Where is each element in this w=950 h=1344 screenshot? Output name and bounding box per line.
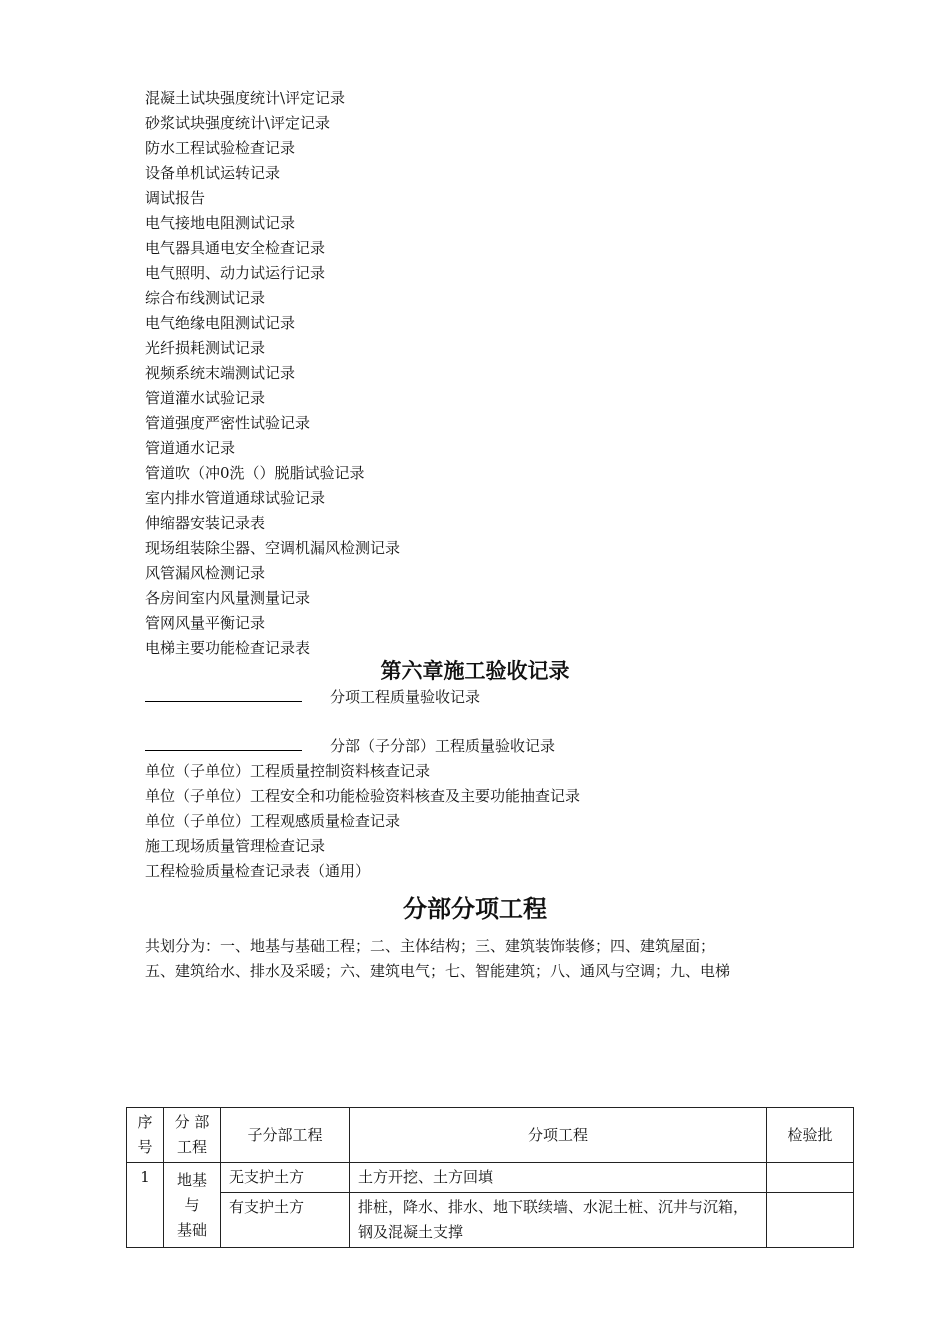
fill-in-blank[interactable] — [145, 685, 302, 702]
header-division-line: 分 部 — [174, 1113, 210, 1131]
blank-line-label: 分项工程质量验收记录 — [330, 688, 481, 706]
list-item: 视频系统末端测试记录 — [145, 364, 296, 382]
list-item: 电气绝缘电阻测试记录 — [145, 314, 296, 332]
list-item: 伸缩器安装记录表 — [145, 514, 266, 532]
header-seq-line: 号 — [137, 1138, 153, 1156]
records-list — [145, 86, 845, 661]
table-header-row — [127, 1108, 854, 1163]
cell-batch — [767, 1193, 854, 1248]
list-item: 单位（子单位）工程观感质量检查记录 — [145, 812, 401, 830]
list-item: 施工现场质量管理检查记录 — [145, 837, 326, 855]
chapter-title: 第六章施工验收记录 — [380, 658, 570, 683]
list-item: 管网风量平衡记录 — [145, 614, 266, 632]
blank-line-label: 分部（子分部）工程质量验收记录 — [330, 737, 556, 755]
blank-line-row — [145, 685, 480, 710]
header-seq-line: 序 — [137, 1113, 153, 1131]
division-table — [126, 1107, 854, 1248]
acceptance-records-list — [145, 759, 845, 884]
list-item: 防水工程试验检查记录 — [145, 139, 296, 157]
header-subdivision: 子分部工程 — [221, 1108, 350, 1163]
list-item: 现场组装除尘器、空调机漏风检测记录 — [145, 539, 401, 557]
cell-item: 排桩，降水、排水、地下联续墙、水泥土桩、沉井与沉箱，钢及混凝土支撑 — [350, 1193, 767, 1248]
cell-subdivision: 有支护土方 — [221, 1193, 350, 1248]
list-item: 综合布线测试记录 — [145, 289, 266, 307]
cell-division-line: 基础 — [176, 1220, 207, 1239]
header-seq — [127, 1108, 164, 1163]
intro-paragraph — [145, 934, 825, 984]
header-division — [164, 1108, 221, 1163]
list-item: 调试报告 — [145, 189, 206, 207]
cell-seq: 1 — [127, 1163, 164, 1248]
header-division-line: 工程 — [176, 1138, 207, 1156]
cell-division-line: 地基 — [176, 1170, 207, 1189]
list-item: 风管漏风检测记录 — [145, 564, 266, 582]
list-item: 电气照明、动力试运行记录 — [145, 264, 326, 282]
fill-in-blank[interactable] — [145, 734, 302, 751]
table-row — [127, 1193, 854, 1248]
cell-item: 土方开挖、土方回填 — [350, 1163, 767, 1193]
list-item: 管道灌水试验记录 — [145, 389, 266, 407]
intro-line: 共划分为：一、地基与基础工程；二、主体结构；三、建筑装饰装修；四、建筑屋面； — [145, 937, 716, 955]
list-item: 单位（子单位）工程安全和功能检验资料核查及主要功能抽查记录 — [145, 787, 581, 805]
list-item: 工程检验质量检查记录表（通用） — [145, 862, 371, 880]
cell-division — [164, 1163, 221, 1248]
list-item: 管道通水记录 — [145, 439, 236, 457]
cell-division-line: 与 — [184, 1195, 200, 1214]
list-item: 单位（子单位）工程质量控制资料核查记录 — [145, 762, 431, 780]
list-item: 电气接地电阻测试记录 — [145, 214, 296, 232]
list-item: 管道吹（冲0洗（）脱脂试验记录 — [145, 464, 365, 482]
header-batch: 检验批 — [767, 1108, 854, 1163]
list-item: 各房间室内风量测量记录 — [145, 589, 311, 607]
list-item: 室内排水管道通球试验记录 — [145, 489, 326, 507]
list-item: 管道强度严密性试验记录 — [145, 414, 311, 432]
cell-batch — [767, 1163, 854, 1193]
intro-line: 五、建筑给水、排水及采暖；六、建筑电气；七、智能建筑；八、通风与空调；九、电梯 — [145, 962, 731, 980]
list-item: 砂浆试块强度统计\评定记录 — [145, 114, 331, 132]
list-item: 电气器具通电安全检查记录 — [145, 239, 326, 257]
list-item: 电梯主要功能检查记录表 — [145, 639, 311, 657]
section-title: 分部分项工程 — [403, 894, 547, 923]
list-item: 光纤损耗测试记录 — [145, 339, 266, 357]
cell-subdivision: 无支护土方 — [221, 1163, 350, 1193]
table-row — [127, 1163, 854, 1193]
list-item: 设备单机试运转记录 — [145, 164, 281, 182]
blank-line-row — [145, 734, 555, 759]
header-item: 分项工程 — [350, 1108, 767, 1163]
list-item: 混凝土试块强度统计\评定记录 — [145, 89, 346, 107]
